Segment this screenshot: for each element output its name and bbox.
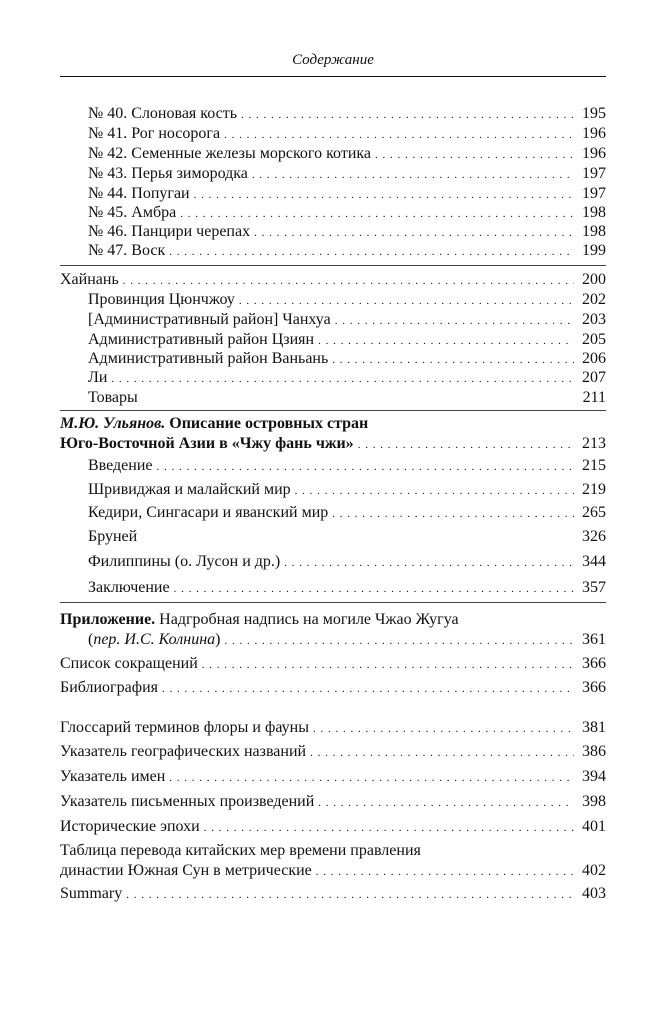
leader-dots xyxy=(254,223,574,243)
leader-dots xyxy=(252,165,574,185)
toc-entry[interactable] xyxy=(60,290,606,310)
leader-dots xyxy=(202,655,574,675)
leader-dots xyxy=(180,204,574,224)
toc-entry-page: 203 xyxy=(582,311,606,328)
toc-entry[interactable] xyxy=(60,742,606,762)
toc-entry-page: 403 xyxy=(582,885,606,902)
running-head: Содержание xyxy=(292,52,374,68)
toc-entry-page: 402 xyxy=(582,862,606,879)
toc-entry-page: 206 xyxy=(582,350,606,367)
toc-entry-title: Бруней xyxy=(88,528,138,545)
leader-dots xyxy=(310,743,574,763)
toc-entry-page: 398 xyxy=(582,793,606,810)
toc-entry[interactable] xyxy=(60,527,606,547)
toc-entry[interactable] xyxy=(60,184,606,204)
toc-entry[interactable] xyxy=(60,578,606,598)
toc-entry[interactable] xyxy=(60,434,606,454)
toc-entry-page: 198 xyxy=(582,204,606,221)
leader-dots xyxy=(126,885,574,905)
leader-dots xyxy=(224,125,574,145)
toc-entry-page: 366 xyxy=(582,655,606,672)
toc-entry-page: 200 xyxy=(582,271,606,288)
toc-entry-page: 265 xyxy=(582,504,606,521)
toc-entry-title: Указатель письменных произведений xyxy=(60,793,315,810)
toc-entry[interactable] xyxy=(60,678,606,698)
toc-entry[interactable] xyxy=(60,718,606,738)
toc-entry-page: 195 xyxy=(582,105,606,122)
leader-dots xyxy=(332,350,574,370)
toc-entry-page: 197 xyxy=(582,165,606,182)
toc-entry[interactable] xyxy=(60,480,606,500)
toc-entry-title: Юго-Восточной Азии в «Чжу фань чжи» xyxy=(60,435,354,452)
leader-dots xyxy=(194,185,574,205)
paren-close: ) xyxy=(215,631,221,648)
toc-entry-title: Описание островных стран xyxy=(169,415,369,432)
toc-entry-title: Таблица перевода китайских мер времени правления xyxy=(60,842,421,859)
toc-entry-title: № 42. Семенные железы морского котика xyxy=(88,145,372,162)
toc-entry[interactable] xyxy=(60,144,606,164)
toc-entry[interactable] xyxy=(60,630,606,650)
toc-entry[interactable] xyxy=(60,203,606,223)
toc-entry[interactable] xyxy=(60,104,606,124)
toc-entry-heading xyxy=(60,610,459,630)
toc-entry-page: 215 xyxy=(582,457,606,474)
toc-entry-title: Введение xyxy=(88,457,153,474)
toc-entry[interactable] xyxy=(60,349,606,369)
toc-entry-title: Шривиджая и малайский мир xyxy=(88,481,291,498)
toc-entry-page: 197 xyxy=(582,185,606,202)
toc-entry-title: Административный район Ваньань xyxy=(88,350,329,367)
toc-entry-page: 381 xyxy=(582,719,606,736)
toc-entry[interactable] xyxy=(60,124,606,144)
leader-dots xyxy=(224,631,574,651)
toc-entry-page: 199 xyxy=(582,242,606,259)
toc-entry-title: Филиппины (о. Лусон и др.) xyxy=(88,553,281,570)
toc-entry-title: Указатель географических названий xyxy=(60,743,307,760)
leader-dots xyxy=(157,457,575,477)
leader-dots xyxy=(335,311,574,331)
toc-entry[interactable] xyxy=(60,241,606,261)
leader-dots xyxy=(318,331,574,351)
toc-entry-page: 344 xyxy=(582,553,606,570)
leader-dots xyxy=(169,242,574,262)
leader-dots xyxy=(316,862,574,882)
toc-entry-title: Хайнань xyxy=(60,271,119,288)
toc-entry-page: 198 xyxy=(582,223,606,240)
toc-entry-title: [Административный район] Чанхуа xyxy=(88,311,331,328)
toc-entry[interactable] xyxy=(60,330,606,350)
leader-dots xyxy=(313,719,574,739)
leader-dots xyxy=(239,291,574,311)
section-rule xyxy=(60,602,606,603)
toc-entry-page: 207 xyxy=(582,369,606,386)
toc-entry-page: 202 xyxy=(582,291,606,308)
toc-entry[interactable] xyxy=(60,270,606,290)
toc-entry-page: 196 xyxy=(582,145,606,162)
toc-entry[interactable] xyxy=(60,310,606,330)
leader-dots xyxy=(174,579,574,599)
toc-entry[interactable] xyxy=(60,368,606,388)
toc-entry[interactable] xyxy=(60,884,606,904)
leader-dots xyxy=(332,504,574,524)
toc-entry-title: Провинция Цюнчжоу xyxy=(88,291,235,308)
toc-entry[interactable] xyxy=(60,817,606,837)
appendix-label: Приложение. xyxy=(60,611,156,628)
author-name: М.Ю. Ульянов. xyxy=(60,415,166,432)
toc-entry-page: 386 xyxy=(582,743,606,760)
toc-entry-title: Summary xyxy=(60,885,123,902)
toc-entry-title: № 40. Слоновая кость xyxy=(88,105,238,122)
toc-entry-title: Заключение xyxy=(88,579,170,596)
leader-dots xyxy=(375,145,574,165)
toc-entry-title: Товары xyxy=(88,389,138,406)
toc-entry[interactable] xyxy=(60,503,606,523)
translator: пер. И.С. Колнина xyxy=(93,631,216,648)
section-rule xyxy=(60,265,606,266)
leader-dots xyxy=(169,768,574,788)
toc-entry-page: 394 xyxy=(582,768,606,785)
toc-entry[interactable] xyxy=(60,164,606,184)
leader-dots xyxy=(162,679,574,699)
toc-entry-title: № 41. Рог носорога xyxy=(88,125,221,142)
toc-entry-title: № 46. Панцири черепах xyxy=(88,223,251,240)
toc-entry[interactable] xyxy=(60,767,606,787)
toc-entry-title: Указатель имен xyxy=(60,768,166,785)
leader-dots xyxy=(241,105,574,125)
toc-entry-page: 357 xyxy=(582,579,606,596)
toc-entry-page: 211 xyxy=(582,389,606,406)
header-rule xyxy=(60,76,606,77)
toc-entry-page: 361 xyxy=(582,631,606,648)
toc-entry-title: Исторические эпохи xyxy=(60,818,200,835)
toc-entry-title: Административный район Цзиян xyxy=(88,331,315,348)
leader-dots xyxy=(358,435,574,455)
leader-dots xyxy=(318,793,574,813)
toc-entry[interactable] xyxy=(60,861,606,881)
toc-entry[interactable] xyxy=(60,792,606,812)
toc-entry-page: 219 xyxy=(582,481,606,498)
leader-dots xyxy=(204,818,574,838)
toc-entry-title: № 44. Попугаи xyxy=(88,185,190,202)
toc-entry[interactable] xyxy=(60,222,606,242)
paren-open: ( xyxy=(88,631,94,648)
toc-entry-page: 326 xyxy=(582,528,606,545)
toc-entry-page: 366 xyxy=(582,679,606,696)
section-rule xyxy=(60,410,606,411)
leader-dots xyxy=(111,369,574,389)
toc-entry-title: № 45. Амбра xyxy=(88,204,177,221)
leader-dots xyxy=(284,553,574,573)
leader-dots xyxy=(123,271,574,291)
toc-entry-title: Надгробная надпись на могиле Чжао Жугуа xyxy=(159,611,459,628)
toc-entry-title: Глоссарий терминов флоры и фауны xyxy=(60,719,309,736)
toc-entry[interactable] xyxy=(60,456,606,476)
toc-entry-title: Список сокращений xyxy=(60,655,198,672)
toc-entry-heading xyxy=(60,414,368,434)
toc-entry-title: Ли xyxy=(88,369,108,386)
toc-entry[interactable] xyxy=(60,654,606,674)
toc-entry-page: 196 xyxy=(582,125,606,142)
toc-entry-title: № 47. Воск xyxy=(88,242,166,259)
toc-entry-page: 213 xyxy=(582,435,606,452)
toc-entry-title: династии Южная Сун в метрические xyxy=(60,862,312,879)
leader-dots xyxy=(295,481,574,501)
toc-entry-title: Кедири, Сингасари и яванский мир xyxy=(88,504,329,521)
toc-entry-title: № 43. Перья зимородка xyxy=(88,165,248,182)
toc-entry-page: 401 xyxy=(582,818,606,835)
toc-entry[interactable] xyxy=(60,552,606,572)
toc-entry[interactable] xyxy=(60,388,606,408)
toc-entry-page: 205 xyxy=(582,331,606,348)
toc-entry-title: Библиография xyxy=(60,679,158,696)
